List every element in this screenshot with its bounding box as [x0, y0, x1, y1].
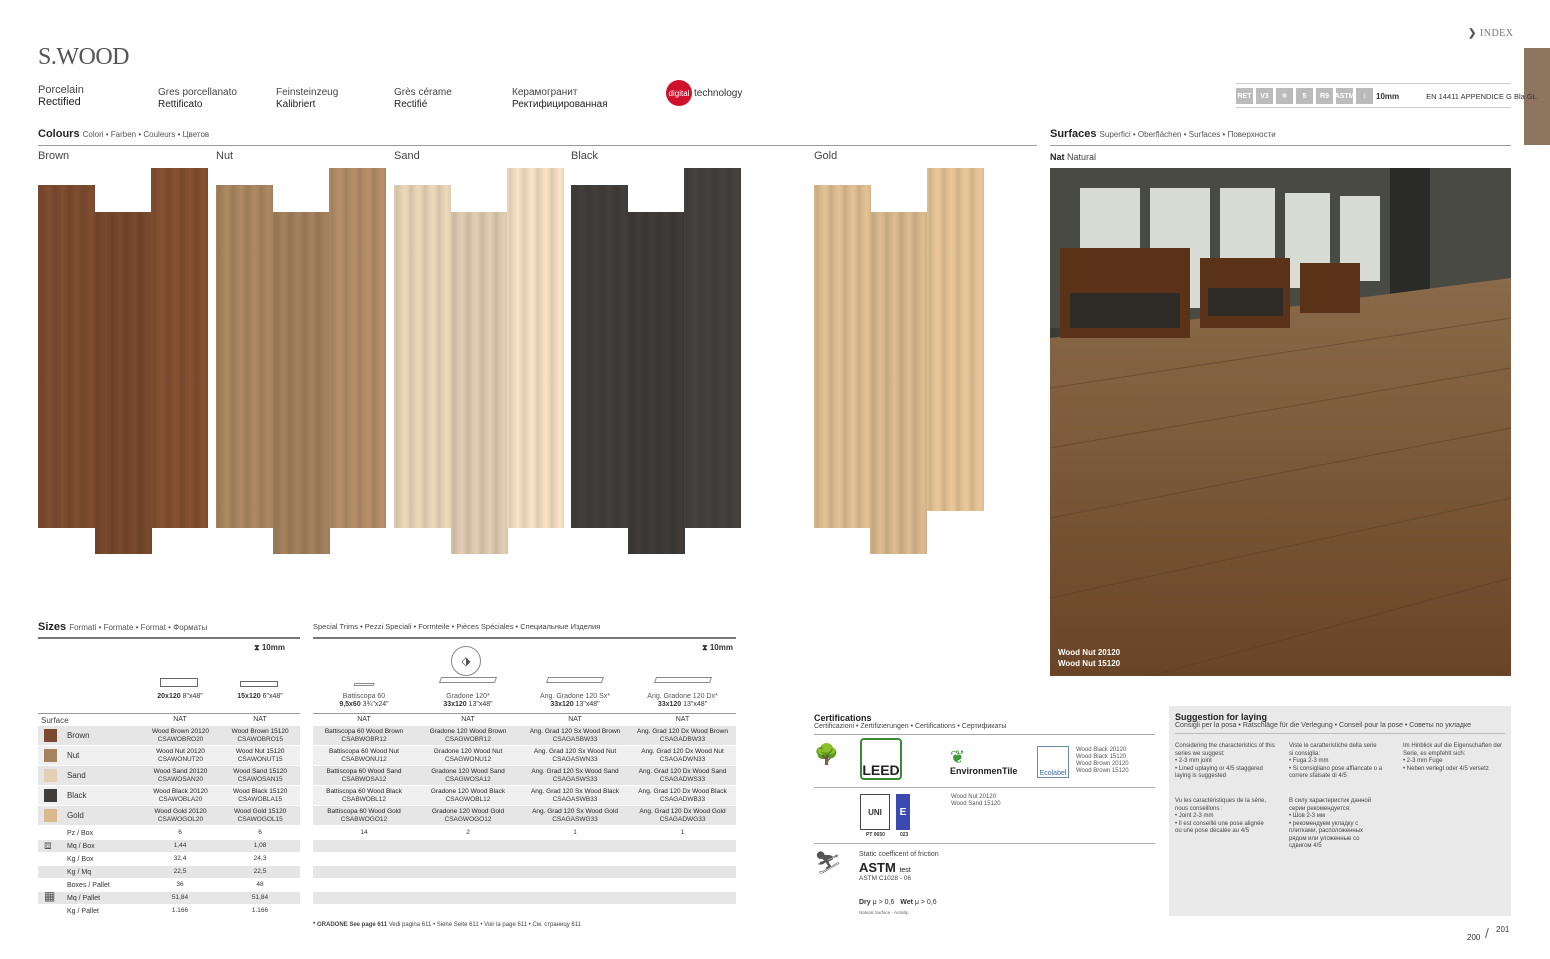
uni-number: 023 [900, 832, 909, 838]
suggestion-line: В силу характеристик данной [1289, 798, 1372, 804]
trim-code: Gradone 120 Wood Black CSAGWOBL12 [430, 787, 506, 803]
packaging-value: 36 [176, 881, 184, 888]
wood-plank-sand [507, 168, 564, 528]
product-code: Wood Sand 20120 CSAWOSAN20 [153, 767, 208, 783]
trim-code: Battiscopa 60 Wood Sand CSABWOSA12 [326, 767, 402, 783]
pallet-icon: ▦ [44, 889, 56, 903]
colours-heading: Colours Colori • Farben • Couleurs • Цветов [38, 128, 210, 140]
trim-row [313, 766, 736, 785]
trim-empty-row [313, 853, 736, 865]
surface-label: Surface [41, 716, 69, 725]
suggestion-line: • Lined uplaying or 4/5 staggered [1175, 765, 1263, 772]
wood-plank-black [628, 212, 685, 554]
packaging-row [38, 879, 300, 891]
trim-shape [353, 683, 374, 686]
packaging-row [38, 840, 300, 852]
packaging-row [38, 866, 300, 878]
suggestion-line: • Fuga 2-3 mm [1289, 758, 1329, 764]
packaging-value: 24,3 [253, 855, 267, 862]
packaging-row [38, 905, 300, 917]
leed-logo: LEED [860, 738, 902, 780]
packaging-row [38, 853, 300, 865]
pei-icon: 5 [1296, 88, 1313, 104]
lang-ru: Керамогранит Ректифицированная [512, 87, 608, 110]
colour-label-nut: Nut [216, 150, 234, 162]
trim-header: Gradone 120* 33x120 13"x48" [443, 693, 493, 708]
packaging-value: 22,5 [173, 868, 187, 875]
wood-plank-nut [273, 212, 330, 554]
format-15x120: 15x120 6"x48" [237, 693, 283, 700]
suggestion-line: ou une pose décalée au 4/5 [1175, 828, 1250, 834]
packaging-value: 48 [256, 881, 264, 888]
trim-code: Ang. Grad 120 Sx Wood Sand CSAGASWS33 [531, 767, 619, 783]
natural-note: Natural Surface - Antislip [859, 910, 909, 915]
trim-shape [439, 677, 497, 683]
suggestion-line: • Neben verlegt oder 4/5 versetz [1403, 765, 1489, 772]
suggestion-line: Im Hinblick auf die Eigenschaften der [1403, 743, 1503, 749]
trim-row [313, 746, 736, 765]
packaging-label: Kg / Pallet [67, 907, 99, 915]
trim-code: Ang. Grad 120 Sx Wood Brown CSAGASBW33 [529, 727, 621, 743]
suggestion-line: • Шов 2-3 мм [1289, 813, 1326, 819]
trim-empty-row [313, 892, 736, 904]
trim-row [313, 806, 736, 825]
trim-code: Ang. Grad 120 Dx Wood Nut CSAGADWN33 [641, 747, 724, 763]
room-photo [1050, 168, 1511, 676]
trim-pz-value: 2 [466, 829, 470, 836]
sizes-heading: Sizes Formati • Formate • Format • Форматы [38, 621, 208, 633]
surfaces-heading: Surfaces Superfici • Oberflächen • Surfaces • Поверхности [1050, 128, 1276, 140]
trim-code: Gradone 120 Wood Brown CSAGWOBR12 [429, 727, 507, 743]
packaging-value: 1.166 [171, 907, 189, 914]
packaging-label: Kg / Box [67, 855, 94, 863]
colour-swatch [44, 789, 57, 802]
index-link[interactable]: ❯ INDEX [1468, 28, 1514, 39]
sizes-thickness: ⧗ 10mm [254, 643, 285, 652]
uni-e-mark: E [896, 794, 910, 830]
trim-code: Battiscopa 60 Wood Brown CSABWOBR12 [324, 727, 404, 743]
sizes-row-black [38, 786, 300, 805]
suggestion-line: рядом или уложенные со [1289, 835, 1360, 842]
digital-technology-logo: digital technology [666, 80, 742, 106]
packaging-value: 6 [258, 829, 262, 836]
trims-thickness: ⧗ 10mm [702, 643, 733, 652]
packaging-value: 51,84 [251, 894, 269, 901]
tree-icon: 🌳 [814, 744, 839, 766]
trim-code: Ang. Grad 120 Dx Wood Sand CSAGADWS33 [638, 767, 727, 783]
trim-empty-row [313, 840, 736, 852]
trim-shape [546, 677, 604, 683]
wood-plank-gold [927, 168, 984, 511]
packaging-value: 1.166 [251, 907, 269, 914]
suggestion-line: series we suggest: [1175, 750, 1225, 757]
colour-swatch [44, 769, 57, 782]
packaging-value: 22,5 [253, 868, 267, 875]
friction-values: Dry μ > 0,6 Wet μ > 0,6 [859, 899, 937, 906]
nat-label: NAT [173, 716, 187, 723]
trim-code: Battiscopa 60 Wood Gold CSABWOGO12 [327, 807, 401, 823]
suggestion-line: Serie, es empfehlt sich: [1403, 750, 1466, 757]
suggestion-line: nous conseillons : [1175, 805, 1223, 812]
colour-label-black: Black [571, 150, 598, 162]
trims-heading: Special Trims • Pezzi Speciali • Formteile • Pièces Spéciales • Специальные Изделия [313, 622, 601, 631]
product-code: Wood Gold 20120 CSAWOGOL20 [154, 807, 207, 823]
trim-code: Ang. Grad 120 Sx Wood Gold CSAGASWG33 [532, 807, 618, 823]
trim-pz-value: 1 [573, 829, 577, 836]
wood-plank-brown [38, 185, 95, 528]
nat-label: NAT [357, 716, 371, 723]
product-code: Wood Nut 15120 CSAWONUT15 [235, 747, 285, 763]
thickness-icon: ↕ [1356, 88, 1373, 104]
suggestion-line: Vu les caractéristiques de la série, [1175, 798, 1267, 804]
lang-de: Feinsteinzeug Kalibriert [276, 87, 339, 110]
suggestion-line: • рекомендуем укладку с [1289, 820, 1359, 827]
friction-info: Static coefficent of friction ASTM test ASTM C1028 - 06 [859, 851, 939, 882]
trim-pz-row [313, 827, 736, 839]
suggestion-line: si consiglia: [1289, 750, 1321, 757]
photo-caption: Wood Nut 20120 Wood Nut 15120 [1058, 648, 1121, 668]
lang-it: Gres porcellanato Rettificato [158, 87, 237, 110]
packaging-value: 32,4 [173, 855, 187, 862]
packaging-value: 1,44 [173, 842, 187, 849]
packaging-value: 1,08 [253, 842, 267, 849]
product-code: Wood Black 15120 CSAWOBLA15 [232, 787, 288, 803]
product-code: Wood Brown 20120 CSAWOBRO20 [152, 727, 209, 743]
box-icon: ⧈ [44, 838, 52, 852]
sizes-row-brown [38, 726, 300, 745]
suggestion-fr [1175, 798, 1266, 836]
page-number-left: 200 [1467, 933, 1481, 942]
trim-header: Ang. Gradone 120 Sx* 33x120 13"x48" [539, 693, 611, 708]
product-code: Wood Sand 15120 CSAWOSAN15 [233, 767, 288, 783]
wood-plank-gold [814, 185, 871, 528]
nat-label: NAT [253, 716, 267, 723]
trim-code: Battiscopa 60 Wood Black CSABWOBL12 [326, 787, 402, 803]
suggestion-line: Viste le caratteristiche della serie [1289, 743, 1377, 749]
colour-swatch [44, 729, 57, 742]
colour-name: Gold [66, 811, 84, 820]
frost-icon: ❄ [1276, 88, 1293, 104]
sizes-row-nut [38, 746, 300, 765]
wood-plank-sand [394, 185, 451, 528]
trim-code: Ang. Grad 120 Sx Wood Black CSAGASWB33 [530, 787, 620, 803]
trim-empty-row [313, 905, 736, 917]
trim-code: Ang. Grad 120 Sx Wood Nut CSAGASWN33 [533, 747, 617, 763]
sizes-row-sand [38, 766, 300, 785]
suggestion-line: correre sfalsate di 4/5 [1289, 773, 1347, 779]
trim-empty-row [313, 879, 736, 891]
product-code: Wood Brown 15120 CSAWOBRO15 [231, 727, 289, 743]
uni-code: PT 0650 [866, 832, 885, 838]
wood-plank-black [571, 185, 628, 528]
suggestion-line: • Joint 2-3 mm [1175, 813, 1214, 819]
lang-fr: Grès cérame Rectifié [394, 87, 452, 110]
suggestion-line: Considering the characteristics of this [1175, 743, 1275, 749]
trim-code: Gradone 120 Wood Gold CSAGWOGO12 [431, 807, 505, 823]
suggestion-line: • Si consigliano pose affiancate o a [1289, 765, 1383, 772]
packaging-value: 51,84 [171, 894, 189, 901]
trim-code: Ang. Grad 120 Dx Wood Black CSAGADWB33 [638, 787, 727, 803]
trim-header: Battiscopa 60 9,5x60 3¾"x24" [339, 693, 389, 708]
packaging-label: Kg / Mq [67, 868, 92, 876]
trim-empty-row [313, 866, 736, 878]
wood-plank-black [684, 168, 741, 528]
trim-code: Ang. Grad 120 Dx Wood Brown CSAGADBW33 [637, 727, 728, 743]
colour-swatch [44, 809, 57, 822]
surface-natural-label: Nat Natural [1050, 152, 1097, 162]
trim-row [313, 726, 736, 745]
packaging-label: Mq / Pallet [67, 894, 101, 902]
suggestion-en [1175, 743, 1275, 781]
nat-label: NAT [568, 716, 582, 723]
trim-shape [653, 677, 711, 683]
packaging-row [38, 892, 300, 904]
suggestion-line: laying is suggested [1175, 773, 1227, 779]
suggestion-line: • Il est conseillé une pose alignée [1175, 820, 1264, 827]
v3-icon: V3 [1256, 88, 1273, 104]
wood-plank-nut [216, 185, 273, 528]
wood-plank-brown [151, 168, 208, 528]
uni-list: Wood Nut 20120 Wood Sand 15120 [951, 794, 1001, 807]
suggestion-line: • 2-3 mm joint [1175, 758, 1212, 764]
suggestion-de [1403, 743, 1502, 773]
environmentile-logo: ❦ EnvironmenTile [950, 747, 1018, 776]
colour-name: Brown [66, 731, 90, 740]
page-divider: / [1485, 925, 1489, 941]
certifications-heading: Certifications Certificazioni • Zertifizierungen • Certifications • Сертификаты [814, 713, 1007, 730]
nat-label: NAT [675, 716, 690, 723]
sizes-row-gold [38, 806, 300, 825]
suggestion-line: серии рекомендуется: [1289, 805, 1351, 812]
colour-label-brown: Brown [38, 150, 70, 162]
format-15x120-shape [240, 681, 278, 687]
technical-icons: RET V3 ❄ 5 R9 ASTM ↕ 10mm EN 14411 APPENDICE G Bla GL [1236, 88, 1537, 104]
trim-header: Ang. Gradone 120 Dx* 33x120 13"x48" [647, 693, 718, 708]
uni-logo: UNI [860, 794, 890, 830]
series-title: S.WOOD [38, 44, 129, 70]
packaging-label: Pz / Box [67, 829, 94, 837]
colour-swatch [44, 749, 57, 762]
ret-icon: RET [1236, 88, 1253, 104]
trim-code: Gradone 120 Wood Nut CSAGWONU12 [433, 747, 503, 763]
packaging-label: Boxes / Pallet [67, 881, 110, 889]
wood-plank-brown [95, 212, 152, 554]
packaging-label: Mq / Box [67, 842, 95, 850]
footnote: * GRADONE See page 611 Vedi pagina 611 • Siehe Seite 611 • Voir la page 611 • См. страницу 611 [313, 922, 581, 928]
suggestion-line: сдвигом 4/5 [1289, 843, 1322, 849]
trim-code: Gradone 120 Wood Sand CSAGWOSA12 [431, 767, 505, 783]
astm-icon: ASTM [1336, 88, 1353, 104]
trim-code: Battiscopa 60 Wood Nut CSABWONU12 [329, 747, 399, 763]
wood-plank-nut [329, 168, 386, 528]
suggestion-box: Suggestion for laying Consigli per la posa • Ratschläge für die Verlegung • Conseil pour la pose • Советы по укладке Considering the characteristics of this series we suggest: • 2-3 mm joint • Lined uplaying or 4/5 staggered laying is suggested Viste le caratteristiche della serie si consiglia: • Fuga 2-3 mm • Si consigliano pose affiancate o a correre sfalsate di 4/5 Im Hinblick auf die Eigenschaften der Serie, es empfehlt sich: • 2-3 mm Fuge • Neben verlegt oder 4/5 versetz Vu les caractéristiques de la série, nous conseillons : • Joint 2-3 mm • Il est conseillé une pose alignée ou une pose décalée au 4/5 В силу характеристик данной серии рекомендуется: • Шов 2-3 мм • рекомендуем укладку с плитками, расположенных рядом или уложенные со сдвигом 4/5 [1169, 706, 1511, 916]
packaging-row [38, 827, 300, 839]
page-number-right: 201 [1496, 925, 1510, 934]
trim-pz-value: 14 [360, 829, 368, 836]
colour-label-sand: Sand [394, 150, 420, 162]
wood-plank-sand [451, 212, 508, 554]
format-20x120-shape [160, 678, 198, 687]
lang-en: Porcelain Rectified [38, 84, 84, 108]
trim-row [313, 786, 736, 805]
colour-label-gold: Gold [814, 150, 838, 162]
ecolabel-logo: Ecolabel [1037, 746, 1069, 778]
wood-plank-gold [870, 212, 927, 554]
slip-icon: ⛷ [814, 850, 842, 875]
colour-name: Black [66, 791, 87, 800]
nat-label: NAT [461, 716, 475, 723]
suggestion-line: • 2-3 mm Fuge [1403, 758, 1443, 764]
colour-name: Sand [66, 771, 86, 780]
trim-pz-value: 1 [680, 829, 685, 836]
ecolabel-list: Wood Black 20120 Wood Black 15120 Wood Brown 20120 Wood Brown 15120 [1076, 747, 1129, 774]
suggestion-it [1289, 743, 1382, 781]
colour-name: Nut [66, 751, 80, 760]
product-code: Wood Gold 15120 CSAWOGOL15 [234, 807, 287, 823]
product-code: Wood Black 20120 CSAWOBLA20 [153, 787, 208, 803]
step-trim-icon: ⬗ [451, 646, 481, 676]
r9-icon: R9 [1316, 88, 1333, 104]
format-20x120: 20x120 8"x48" [157, 693, 203, 700]
suggestion-ru [1289, 798, 1371, 851]
trim-code: Ang. Grad 120 Dx Wood Gold CSAGADWG33 [639, 807, 726, 823]
packaging-value: 6 [178, 829, 182, 836]
suggestion-line: плитками, расположенных [1289, 828, 1364, 834]
product-code: Wood Nut 20120 CSAWONUT20 [156, 747, 205, 763]
